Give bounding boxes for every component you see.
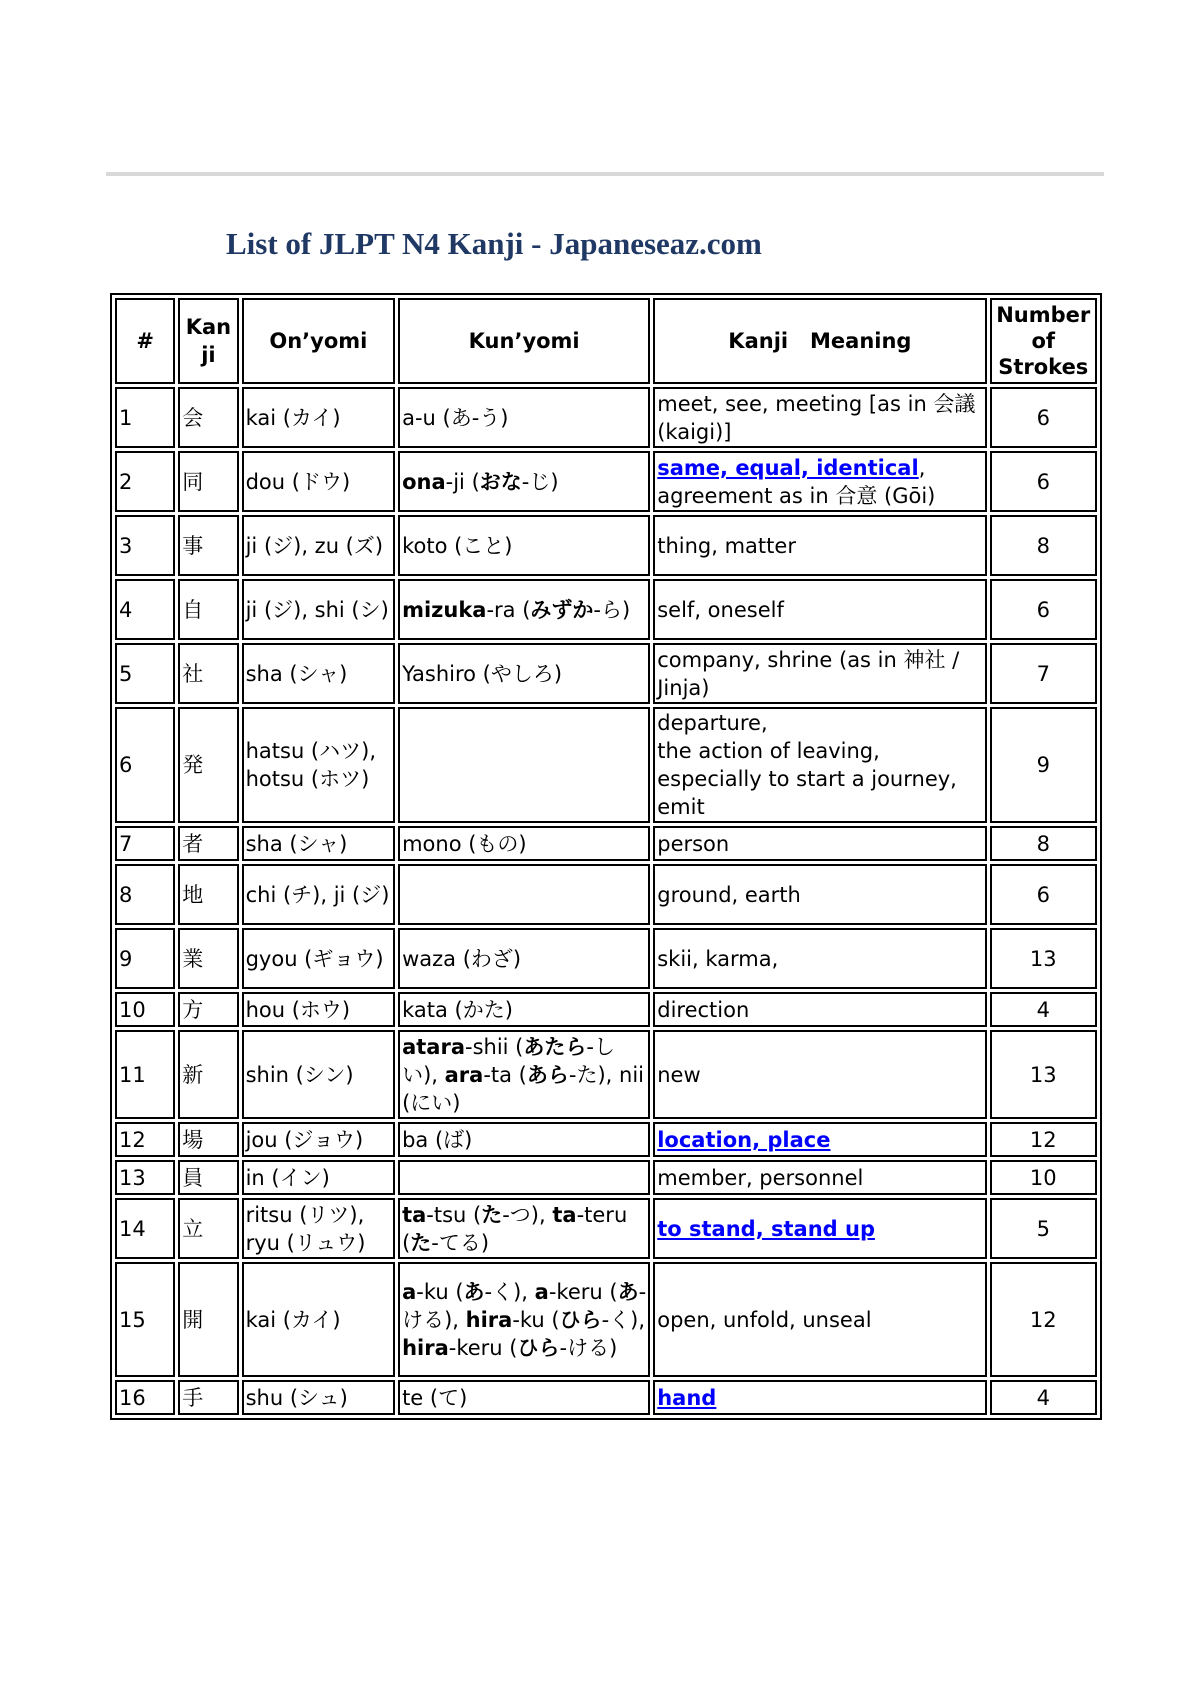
meaning-cell xyxy=(653,826,986,861)
meaning-cell xyxy=(653,992,986,1027)
meaning-text: meet, see, meeting [as in 会議 (kaigi)] xyxy=(657,391,976,444)
header-kanji: Kan ji xyxy=(178,298,238,384)
meaning-cell xyxy=(653,1380,986,1415)
meaning-text: , agreement as in 合意 (Gōi) xyxy=(657,455,936,508)
row-number: 10 xyxy=(119,997,146,1022)
kunyomi-part: a xyxy=(402,1279,417,1304)
kanji-character: 自 xyxy=(182,597,204,622)
kanji-character: 者 xyxy=(182,831,204,856)
row-number: 16 xyxy=(119,1385,146,1410)
onyomi-reading: sha (シャ) xyxy=(245,831,348,856)
meaning-cell xyxy=(653,643,986,704)
kanji-cell xyxy=(178,864,238,925)
onyomi-cell xyxy=(242,515,395,576)
table-header xyxy=(115,298,1097,384)
kunyomi-rest: -ji ( xyxy=(445,469,480,494)
meaning-line: emit xyxy=(657,795,705,819)
strokes-cell xyxy=(990,1198,1097,1259)
kunyomi-part: -ku ( xyxy=(512,1307,560,1332)
onyomi-cell xyxy=(242,826,395,861)
table-row xyxy=(115,1380,1097,1415)
row-number: 14 xyxy=(119,1216,146,1241)
kanji-table xyxy=(110,293,1102,1420)
header-meaning: Kanji Meaning xyxy=(653,298,986,384)
kunyomi-bold: ona xyxy=(402,469,446,494)
row-number: 2 xyxy=(119,469,133,494)
row-number: 4 xyxy=(119,597,133,622)
kunyomi-reading: kata (かた) xyxy=(402,997,513,1022)
row-number-cell xyxy=(115,826,175,861)
onyomi-reading: shin (シン) xyxy=(245,1062,354,1087)
kanji-character: 地 xyxy=(182,882,204,907)
kunyomi-part: あ xyxy=(463,1279,485,1304)
kunyomi-part: a xyxy=(534,1279,549,1304)
kunyomi-part: -ku ( xyxy=(416,1279,464,1304)
onyomi-reading: in (イン) xyxy=(245,1165,330,1190)
kunyomi-part: -keru ( xyxy=(448,1335,518,1360)
meaning-cell xyxy=(653,928,986,989)
kunyomi-reading: mono (もの) xyxy=(402,831,527,856)
meaning-cell xyxy=(653,707,986,823)
header-row xyxy=(115,298,1097,384)
stroke-count: 5 xyxy=(1036,1216,1050,1241)
top-divider xyxy=(106,172,1104,176)
onyomi-cell xyxy=(242,451,395,512)
onyomi-cell xyxy=(242,992,395,1027)
row-number: 13 xyxy=(119,1165,146,1190)
kanji-cell xyxy=(178,826,238,861)
stroke-count: 7 xyxy=(1036,661,1050,686)
onyomi-cell xyxy=(242,1122,395,1157)
kanji-cell xyxy=(178,1380,238,1415)
strokes-cell xyxy=(990,515,1097,576)
onyomi-cell xyxy=(242,579,395,640)
meaning-text: new xyxy=(657,1062,701,1087)
kunyomi-reading: a-u (あ-う) xyxy=(402,405,509,430)
kunyomi-reading: Yashiro (やしろ) xyxy=(402,661,563,686)
kanji-character: 方 xyxy=(182,997,204,1022)
kunyomi-part: ara xyxy=(444,1062,484,1087)
row-number-cell xyxy=(115,864,175,925)
row-number: 3 xyxy=(119,533,133,558)
row-number-cell xyxy=(115,1030,175,1119)
meaning-text: skii, karma, xyxy=(657,946,779,971)
table-row xyxy=(115,992,1097,1027)
kunyomi-bold: mizuka xyxy=(402,597,487,622)
meaning-cell xyxy=(653,387,986,448)
onyomi-cell xyxy=(242,864,395,925)
kanji-cell xyxy=(178,1160,238,1195)
kunyomi-reading: ba (ば) xyxy=(402,1127,473,1152)
stroke-count: 8 xyxy=(1036,831,1050,856)
row-number-cell xyxy=(115,515,175,576)
onyomi-reading: hatsu (ハツ), hotsu (ホツ) xyxy=(245,739,376,791)
meaning-cell xyxy=(653,864,986,925)
table-row xyxy=(115,864,1097,925)
kunyomi-cell xyxy=(398,1160,650,1195)
meaning-cell xyxy=(653,579,986,640)
strokes-cell xyxy=(990,1030,1097,1119)
onyomi-reading: gyou (ギョウ) xyxy=(245,946,384,971)
onyomi-cell xyxy=(242,643,395,704)
stroke-count: 12 xyxy=(1029,1307,1057,1332)
strokes-cell xyxy=(990,864,1097,925)
kanji-cell xyxy=(178,1030,238,1119)
strokes-cell xyxy=(990,928,1097,989)
kunyomi-reading: waza (わざ) xyxy=(402,946,522,971)
kunyomi-part: atara xyxy=(402,1034,465,1059)
table-row xyxy=(115,579,1097,640)
onyomi-cell xyxy=(242,1380,395,1415)
kunyomi-cell xyxy=(398,992,650,1027)
table-body xyxy=(115,387,1097,1415)
strokes-cell xyxy=(990,451,1097,512)
kanji-cell xyxy=(178,707,238,823)
kunyomi-reading: koto (こと) xyxy=(402,533,513,558)
kunyomi-reading: te (て) xyxy=(402,1385,468,1410)
kunyomi-cell xyxy=(398,1380,650,1415)
strokes-cell xyxy=(990,826,1097,861)
kanji-cell xyxy=(178,387,238,448)
strokes-cell xyxy=(990,643,1097,704)
row-number-cell xyxy=(115,1122,175,1157)
table-row xyxy=(115,1198,1097,1259)
kanji-cell xyxy=(178,451,238,512)
row-number: 5 xyxy=(119,661,133,686)
meaning-cell xyxy=(653,1122,986,1157)
meaning-line: departure, xyxy=(657,711,768,735)
kanji-character: 手 xyxy=(182,1385,204,1410)
meaning-link[interactable]: to stand, stand up xyxy=(657,1216,875,1241)
row-number-cell xyxy=(115,1262,175,1377)
table-row xyxy=(115,1160,1097,1195)
onyomi-reading: sha (シャ) xyxy=(245,661,348,686)
kanji-character: 開 xyxy=(182,1307,204,1332)
meaning-text: company, shrine (as in 神社 / Jinja) xyxy=(657,647,960,700)
kanji-character: 員 xyxy=(182,1165,204,1190)
kunyomi-part: -つ), xyxy=(502,1202,553,1227)
meaning-link[interactable]: hand xyxy=(657,1385,717,1410)
onyomi-reading: hou (ホウ) xyxy=(245,997,351,1022)
kunyomi-part: あたら xyxy=(523,1034,587,1059)
row-number: 15 xyxy=(119,1307,146,1332)
row-number-cell xyxy=(115,451,175,512)
kunyomi-cell xyxy=(398,451,650,512)
header-strokes: Number of Strokes xyxy=(990,298,1097,384)
kunyomi-bold-kana: みずか xyxy=(530,597,594,622)
meaning-cell xyxy=(653,1030,986,1119)
kunyomi-part: -ける), xyxy=(402,1279,647,1332)
kunyomi-part: -keru ( xyxy=(548,1279,618,1304)
stroke-count: 13 xyxy=(1029,1062,1057,1087)
kunyomi-cell xyxy=(398,1198,650,1259)
stroke-count: 9 xyxy=(1036,753,1050,777)
onyomi-reading: shu (シュ) xyxy=(245,1385,348,1410)
kunyomi-part: -しい), xyxy=(402,1034,615,1087)
stroke-count: 12 xyxy=(1029,1127,1057,1152)
table-row xyxy=(115,515,1097,576)
kanji-cell xyxy=(178,515,238,576)
onyomi-cell xyxy=(242,707,395,823)
kunyomi-part: -た), nii (にい) xyxy=(402,1062,644,1115)
onyomi-cell xyxy=(242,1030,395,1119)
kanji-character: 新 xyxy=(182,1062,204,1087)
onyomi-cell xyxy=(242,1198,395,1259)
kunyomi-cell xyxy=(398,707,650,823)
kunyomi-cell xyxy=(398,387,650,448)
meaning-text: open, unfold, unseal xyxy=(657,1307,872,1332)
kunyomi-cell xyxy=(398,515,650,576)
kunyomi-part: あ xyxy=(617,1279,639,1304)
header-kunyomi: Kun’yomi xyxy=(398,298,650,384)
row-number-cell xyxy=(115,387,175,448)
table-row xyxy=(115,1030,1097,1119)
kunyomi-part: あら xyxy=(526,1062,569,1087)
strokes-cell xyxy=(990,1160,1097,1195)
stroke-count: 6 xyxy=(1036,597,1050,622)
strokes-cell xyxy=(990,707,1097,823)
onyomi-cell xyxy=(242,928,395,989)
meaning-text: member, personnel xyxy=(657,1165,864,1190)
kanji-character: 立 xyxy=(182,1216,204,1241)
row-number: 8 xyxy=(119,882,133,907)
kunyomi-part: ta xyxy=(402,1202,427,1227)
meaning-text: ground, earth xyxy=(657,882,801,907)
header-onyomi: On’yomi xyxy=(242,298,395,384)
row-number-cell xyxy=(115,707,175,823)
row-number-cell xyxy=(115,928,175,989)
kunyomi-rest-kana: -ら) xyxy=(593,597,631,622)
meaning-line: the action of leaving, xyxy=(657,739,880,763)
kunyomi-part: -ける) xyxy=(559,1335,618,1360)
onyomi-reading: ji (ジ), zu (ズ) xyxy=(245,533,384,558)
strokes-cell xyxy=(990,1380,1097,1415)
row-number: 7 xyxy=(119,831,133,856)
kanji-character: 場 xyxy=(182,1127,204,1152)
kunyomi-part: ひら xyxy=(517,1335,560,1360)
kanji-character: 発 xyxy=(182,753,204,777)
kanji-character: 業 xyxy=(182,946,204,971)
kunyomi-rest-kana: -じ) xyxy=(521,469,559,494)
kanji-cell xyxy=(178,1122,238,1157)
kunyomi-part: た xyxy=(410,1230,432,1255)
kunyomi-cell xyxy=(398,643,650,704)
stroke-count: 4 xyxy=(1036,1385,1050,1410)
row-number: 9 xyxy=(119,946,133,971)
strokes-cell xyxy=(990,387,1097,448)
onyomi-reading: chi (チ), ji (ジ) xyxy=(245,882,390,907)
table-row xyxy=(115,1262,1097,1377)
meaning-link[interactable]: same, equal, identical xyxy=(657,455,919,480)
table-row xyxy=(115,451,1097,512)
kanji-cell xyxy=(178,1198,238,1259)
row-number-cell xyxy=(115,1198,175,1259)
kanji-cell xyxy=(178,643,238,704)
meaning-text: person xyxy=(657,831,730,856)
kunyomi-bold-kana: おな xyxy=(479,469,522,494)
kunyomi-part: -shii ( xyxy=(465,1034,524,1059)
kanji-character: 会 xyxy=(182,405,204,430)
onyomi-reading: dou (ドウ) xyxy=(245,469,351,494)
strokes-cell xyxy=(990,992,1097,1027)
kunyomi-part: -teru ( xyxy=(402,1202,628,1255)
meaning-cell xyxy=(653,515,986,576)
header-number: # xyxy=(115,298,175,384)
row-number: 6 xyxy=(119,753,133,777)
kanji-cell xyxy=(178,579,238,640)
onyomi-reading: ritsu (リツ), ryu (リュウ) xyxy=(245,1202,366,1255)
kanji-cell xyxy=(178,1262,238,1377)
kanji-character: 同 xyxy=(182,469,204,494)
onyomi-cell xyxy=(242,1262,395,1377)
row-number-cell xyxy=(115,643,175,704)
kunyomi-part: ひら xyxy=(559,1307,602,1332)
stroke-count: 6 xyxy=(1036,405,1050,430)
row-number: 12 xyxy=(119,1127,146,1152)
kanji-cell xyxy=(178,928,238,989)
kunyomi-part: -く), xyxy=(601,1307,646,1332)
meaning-cell xyxy=(653,451,986,512)
stroke-count: 13 xyxy=(1029,946,1057,971)
kunyomi-rest: -ra ( xyxy=(486,597,531,622)
row-number: 11 xyxy=(119,1062,146,1087)
kunyomi-part: hira xyxy=(465,1307,513,1332)
kunyomi-cell xyxy=(398,1030,650,1119)
onyomi-cell xyxy=(242,1160,395,1195)
kanji-character: 事 xyxy=(182,533,204,558)
kunyomi-cell xyxy=(398,579,650,640)
kunyomi-part: -く), xyxy=(484,1279,535,1304)
strokes-cell xyxy=(990,1122,1097,1157)
stroke-count: 8 xyxy=(1036,533,1050,558)
kunyomi-part: た xyxy=(481,1202,503,1227)
meaning-text: self, oneself xyxy=(657,597,784,622)
strokes-cell xyxy=(990,1262,1097,1377)
meaning-line: especially to start a journey, xyxy=(657,767,957,791)
meaning-text: direction xyxy=(657,997,750,1022)
kunyomi-cell xyxy=(398,1262,650,1377)
stroke-count: 6 xyxy=(1036,469,1050,494)
row-number-cell xyxy=(115,579,175,640)
stroke-count: 6 xyxy=(1036,882,1050,907)
meaning-cell xyxy=(653,1160,986,1195)
table-row xyxy=(115,826,1097,861)
row-number-cell xyxy=(115,1380,175,1415)
kunyomi-part: hira xyxy=(402,1335,449,1360)
table-row xyxy=(115,387,1097,448)
strokes-cell xyxy=(990,579,1097,640)
kanji-cell xyxy=(178,992,238,1027)
page-title: List of JLPT N4 Kanji - Japaneseaz.com xyxy=(226,226,762,261)
kunyomi-part: ta xyxy=(552,1202,577,1227)
meaning-cell xyxy=(653,1262,986,1377)
meaning-cell xyxy=(653,1198,986,1259)
row-number-cell xyxy=(115,1160,175,1195)
kunyomi-cell xyxy=(398,864,650,925)
kunyomi-part: -tsu ( xyxy=(426,1202,482,1227)
kunyomi-cell xyxy=(398,1122,650,1157)
onyomi-reading: jou (ジョウ) xyxy=(245,1127,364,1152)
kunyomi-cell xyxy=(398,928,650,989)
table-row xyxy=(115,643,1097,704)
onyomi-reading: kai (カイ) xyxy=(245,1307,341,1332)
row-number: 1 xyxy=(119,405,133,430)
kanji-character: 社 xyxy=(182,661,204,686)
onyomi-cell xyxy=(242,387,395,448)
onyomi-reading: ji (ジ), shi (シ) xyxy=(245,597,389,622)
stroke-count: 10 xyxy=(1029,1165,1057,1190)
meaning-text: thing, matter xyxy=(657,533,796,558)
kunyomi-part: -ta ( xyxy=(483,1062,527,1087)
kunyomi-part: -てる) xyxy=(431,1230,490,1255)
stroke-count: 4 xyxy=(1036,997,1050,1022)
table-row xyxy=(115,1122,1097,1157)
meaning-link[interactable]: location, place xyxy=(657,1127,831,1152)
row-number-cell xyxy=(115,992,175,1027)
onyomi-reading: kai (カイ) xyxy=(245,405,341,430)
kunyomi-cell xyxy=(398,826,650,861)
table-row xyxy=(115,928,1097,989)
table-row xyxy=(115,707,1097,823)
